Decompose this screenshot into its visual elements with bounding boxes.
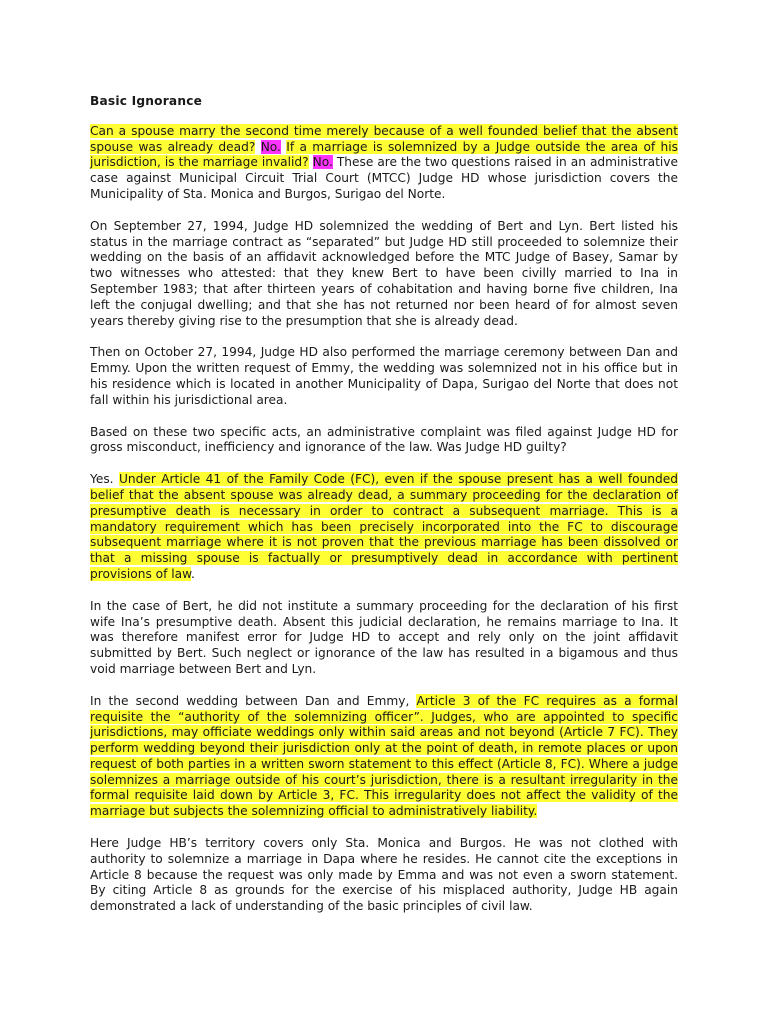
paragraph-5-tail: . <box>191 566 195 581</box>
paragraph-2: On September 27, 1994, Judge HD solemnized the wedding of Bert and Lyn. Bert listed his status in the marriage contract as “separated” but Judge HD still proceeded to solemnize their wedding on the basis of an affidavit acknowledged before the MTC Judge of Basey, Samar by two witnesses who attested: that they knew Bert to have been civilly married to Ina in September 1983; that after thirteen years of cohabitation and having borne five children, Ina left the conjugal dwelling; and that she has not returned nor been heard of for almost seven years thereby giving rise to the presumption that she is already dead. <box>90 218 678 328</box>
highlight-question-1: Can a spouse marry the second time merely because of a well founded belief that the absent spouse was already dead? <box>90 123 678 154</box>
document-title: Basic Ignorance <box>90 94 203 108</box>
document-page <box>90 94 678 931</box>
paragraph-4: Based on these two specific acts, an administrative complaint was filed against Judge HD for gross misconduct, inefficiency and ignorance of the law. Was Judge HD guilty? <box>90 424 678 455</box>
highlight-article-3: Article 3 of the FC requires as a formal requisite the “authority of the solemnizing officer”. Judges, who are appointed to specific jurisdictions, may officiate weddings only within said areas and not beyond (Article 7 FC). They perform wedding beyond their jurisdiction only at the point of death, in remote places or upon request of both parties in a written sworn statement to this effect (Article 8, FC). Where a judge solemnizes a marriage outside of his court’s jurisdiction, there is a resultant irregularity in the formal requisite laid down by Article 3, FC. This irregularity does not affect the validity of the marriage but subjects the solemnizing official to administratively liability. <box>90 693 678 819</box>
highlight-question-2: If a marriage is solemnized by a Judge outside the area of his jurisdiction, is the marriage invalid? <box>90 139 678 170</box>
paragraph-5-lead: Yes. <box>90 472 119 487</box>
paragraph-1 <box>90 124 678 203</box>
paragraph-6: In the case of Bert, he did not institute a summary proceeding for the declaration of his first wife Ina’s presumptive death. Absent this judicial declaration, he remains marriage to Ina. It was therefore manifest error for Judge HD to accept and rely only on the joint affidavit submitted by Bert. Such neglect or ignorance of the law has resulted in a bigamous and thus void marriage between Bert and Lyn. <box>90 598 678 676</box>
paragraph-7 <box>90 694 678 820</box>
highlight-answer-2: No. <box>312 155 333 170</box>
paragraph-7-lead: In the second wedding between Dan and Emmy, <box>90 693 417 708</box>
highlight-article-41: Under Article 41 of the Family Code (FC), even if the spouse present has a well founded belief that the absent spouse was already dead, a summary proceeding for the declaration of presumptive death is necessary in order to contract a subsequent marriage. This is a mandatory requirement which has been precisely incorporated into the FC to discourage subsequent marriage where it is not proven that the previous marriage has been dissolved or that a missing spouse is factually or presumptively dead in accordance with pertinent provisions of law <box>90 472 678 581</box>
paragraph-5 <box>90 472 678 583</box>
paragraph-1-rest: These are the two questions raised in an administrative case against Municipal Circuit Trial Court (MTCC) Judge HD whose jurisdiction covers the Municipality of Sta. Monica and Burgos, Surigao del Norte. <box>90 155 679 201</box>
paragraph-3: Then on October 27, 1994, Judge HD also performed the marriage ceremony between Dan and Emmy. Upon the written request of Emmy, the wedding was solemnized not in his office but in his residence which is located in another Municipality of Dapa, Surigao del Norte that does not fall within his jurisdictional area. <box>90 345 678 407</box>
paragraph-8: Here Judge HB’s territory covers only Sta. Monica and Burgos. He was not clothed with authority to solemnize a marriage in Dapa where he resides. He cannot cite the exceptions in Article 8 because the request was only made by Emma and was not even a sworn statement. By citing Article 8 as grounds for the exercise of his misplaced authority, Judge HB again demonstrated a lack of understanding of the basic principles of civil law. <box>90 836 678 914</box>
highlight-answer-1: No. <box>260 139 281 154</box>
